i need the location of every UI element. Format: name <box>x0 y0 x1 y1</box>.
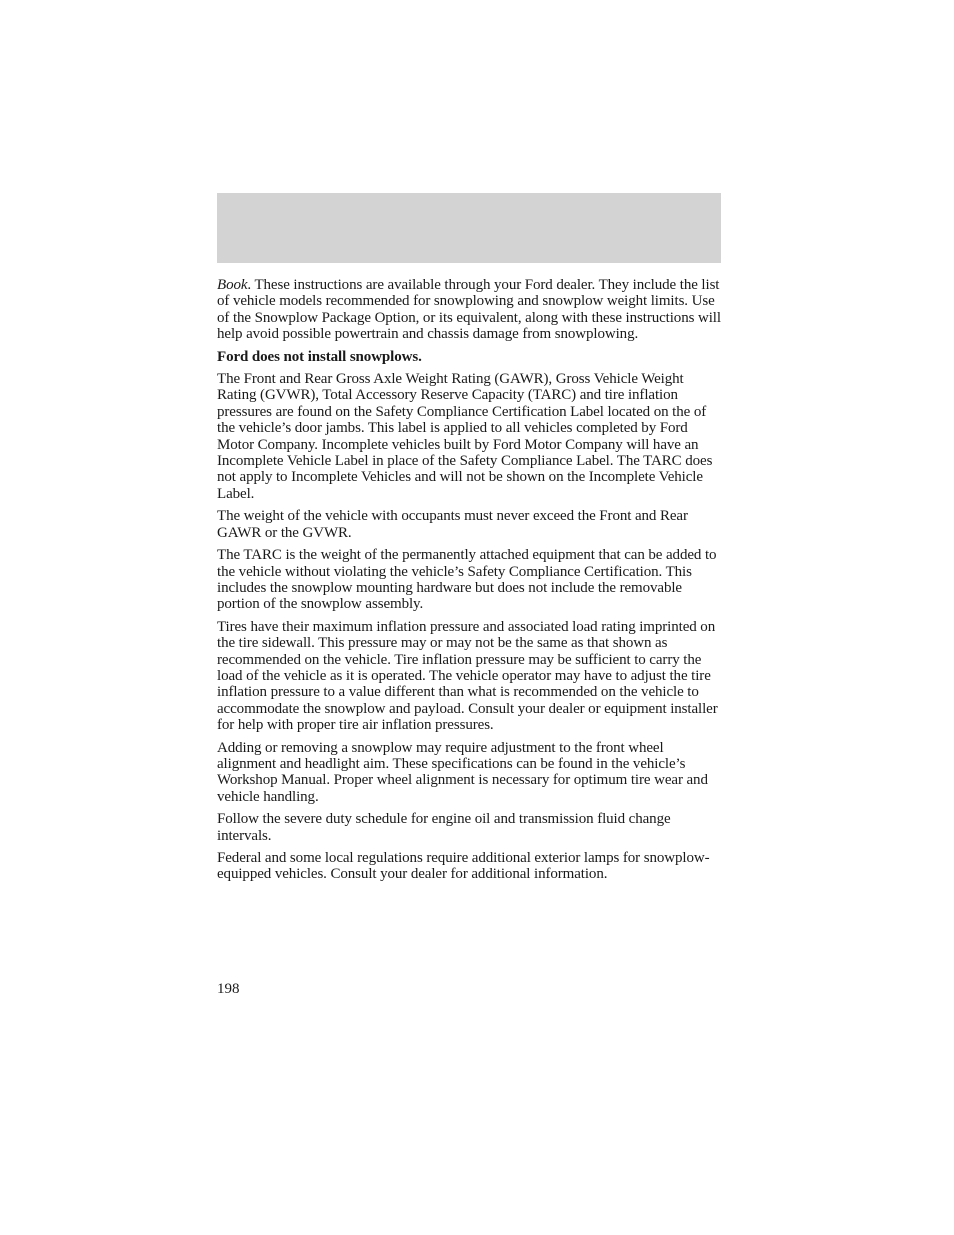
paragraph-weight-ratings: The Front and Rear Gross Axle Weight Rating (GAWR), Gross Vehicle Weight Rating (GVWR), Total Accessory Reserve Capacity (TARC) and tire inflation pressures are found on the Safety Compliance Certification Label located on the of the vehicle’s door jambs. This label is applied to all vehicles completed by Ford Motor Company. Incomplete vehicles built by Ford Motor Company will have an Incomplete Vehicle Label in place of the Safety Compliance Label. The TARC does not apply to Incomplete Vehicles and will not be shown on the Incomplete Vehicle Label. <box>217 371 713 502</box>
page-number: 198 <box>217 981 240 997</box>
section-heading: Ford does not install snowplows. <box>217 348 422 365</box>
paragraph-lamps: Federal and some local regulations require additional exterior lamps for snowplow-equipped vehicles. Consult your dealer for additional information. <box>217 850 710 883</box>
paragraph-alignment: Adding or removing a snowplow may require adjustment to the front wheel alignment and headlight aim. These specifications can be found in the vehicle’s Workshop Manual. Proper wheel alignment is necessary for optimum tire wear and vehicle handling. <box>217 739 708 805</box>
section-header-band <box>217 193 721 263</box>
paragraph-maintenance: Follow the severe duty schedule for engine oil and transmission fluid change intervals. <box>217 811 671 844</box>
paragraph-tarc: The TARC is the weight of the permanently attached equipment that can be added to the vehicle without violating the vehicle’s Safety Compliance Certification. This includes the snowplow mounting hardware but does not include the removable portion of the snowplow assembly. <box>217 547 717 613</box>
intro-paragraph <box>217 277 723 343</box>
paragraph-occupant-weight: The weight of the vehicle with occupants must never exceed the Front and Rear GAWR or the GVWR. <box>217 508 688 541</box>
intro-text: . These instructions are available through your Ford dealer. They include the list of vehicle models recommended for snowplowing and snowplow weight limits. Use of the Snowplow Package Option, or its equivalent, along with these instructions will help avoid possible powertrain and chassis damage from snowplowing. <box>217 277 721 343</box>
paragraph-tire-pressure: Tires have their maximum inflation pressure and associated load rating imprinted on the tire sidewall. This pressure may or may not be the same as that shown as recommended on the vehicle. Tire inflation pressure may be sufficient to carry the load of the vehicle as it is operated. The vehicle operator may have to adjust the tire inflation pressure to a value different than what is recommended on the vehicle to accommodate the snowplow and payload. Consult your dealer or equipment installer for help with proper tire air inflation pressures. <box>217 618 718 734</box>
intro-italic-word: Book <box>217 277 248 293</box>
page-body-text <box>217 277 723 889</box>
